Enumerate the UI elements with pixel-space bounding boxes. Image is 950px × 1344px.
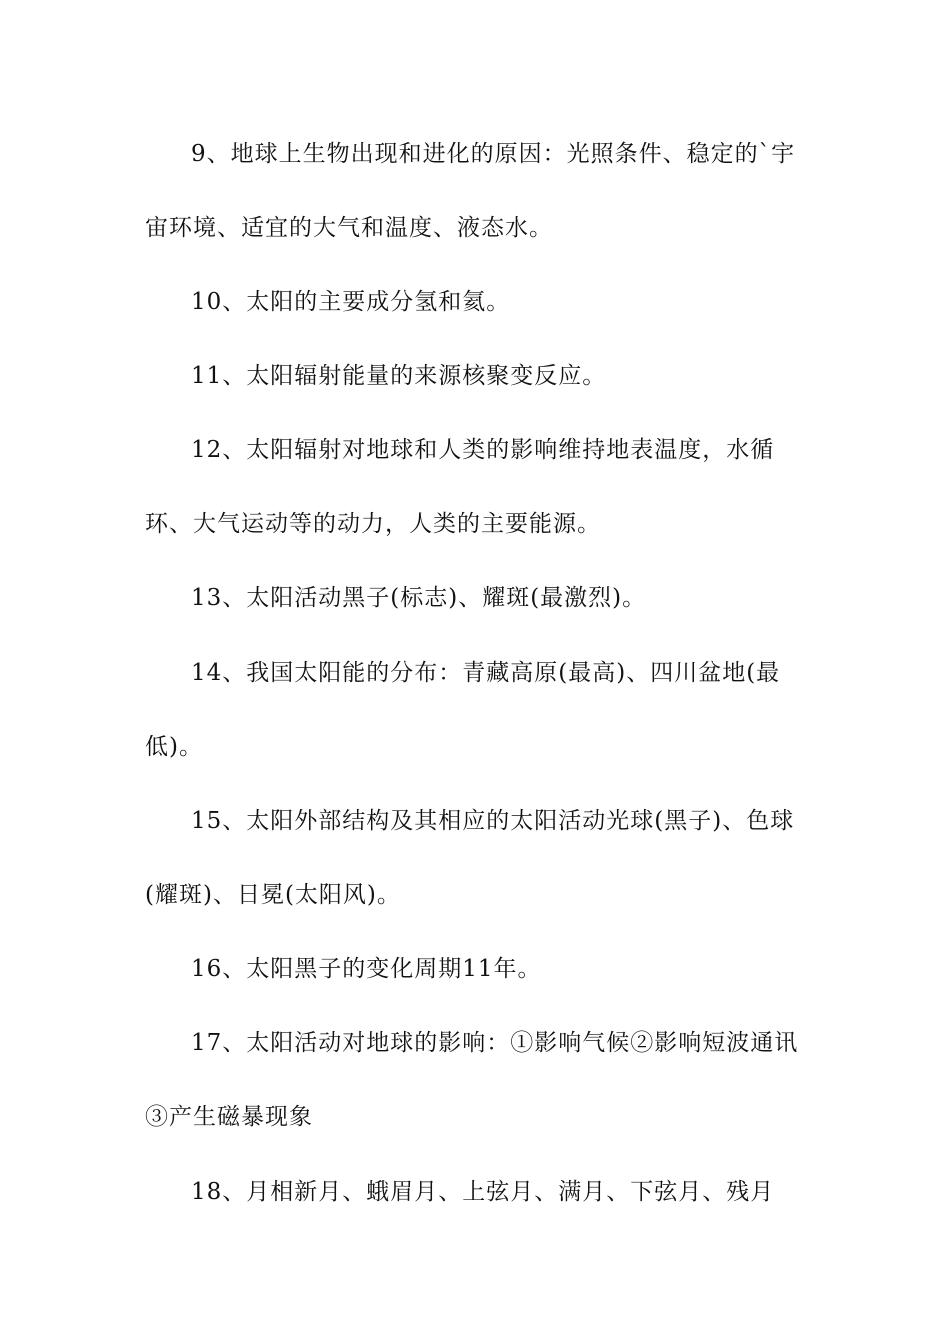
paragraph-item-14: 14、我国太阳能的分布：青藏高原(最高)、四川盆地(最低)。: [145, 660, 781, 760]
paragraph-item-13: 13、太阳活动黑子(标志)、耀斑(最激烈)。: [191, 585, 647, 611]
paragraph-item-17: 17、太阳活动对地球的影响：①影响气候②影响短波通讯③产生磁暴现象: [145, 1030, 799, 1130]
paragraph-item-18: 18、月相新月、蛾眉月、上弦月、满月、下弦月、残月: [191, 1179, 775, 1205]
paragraph-item-9: 9、地球上生物出现和进化的原因：光照条件、稳定的`宇宙环境、适宜的大气和温度、液态水。: [145, 141, 796, 241]
paragraph-item-16: 16、太阳黑子的变化周期11年。: [191, 956, 542, 982]
paragraph-item-11: 11、太阳辐射能量的来源核聚变反应。: [191, 363, 607, 389]
paragraph-item-12: 12、太阳辐射对地球和人类的影响维持地表温度，水循环、大气运动等的动力，人类的主要能源。: [145, 437, 775, 537]
paragraph-item-15: 15、太阳外部结构及其相应的太阳活动光球(黑子)、色球(耀斑)、日冕(太阳风)。: [145, 808, 795, 908]
paragraph-item-10: 10、太阳的主要成分氢和氦。: [191, 289, 511, 315]
